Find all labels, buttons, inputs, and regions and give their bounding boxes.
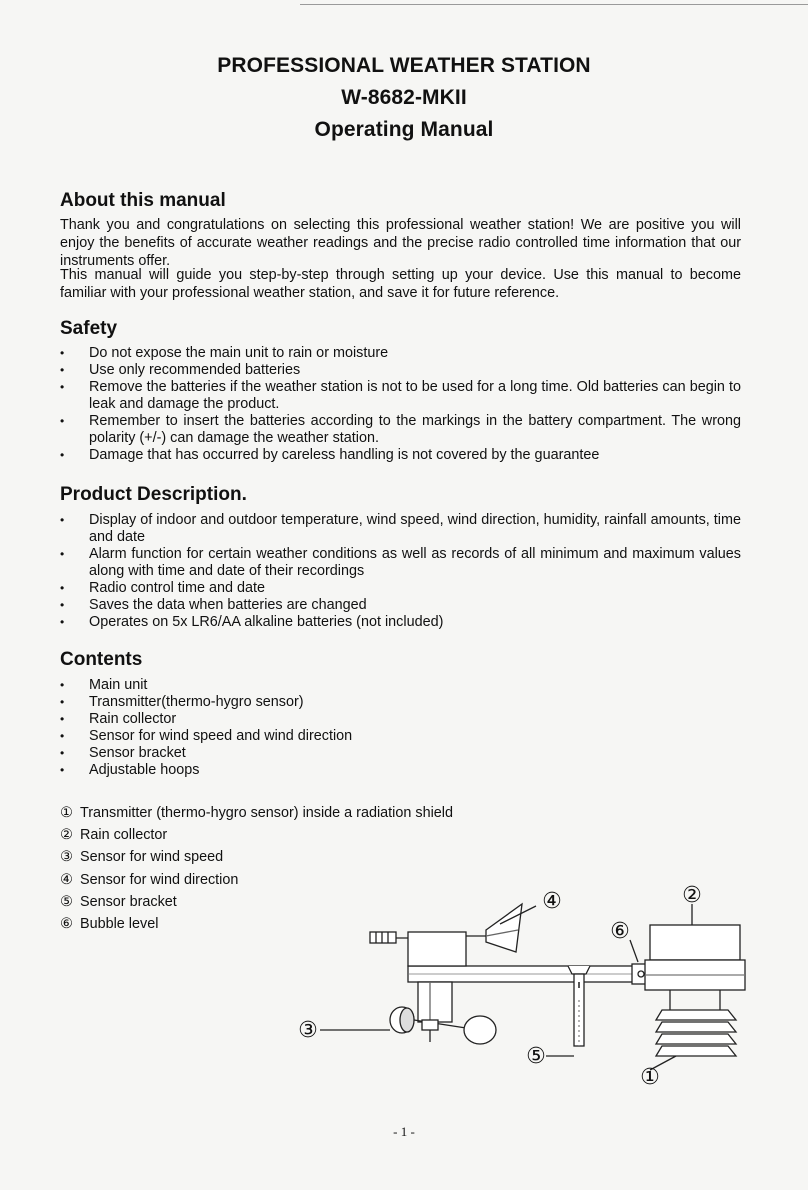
document-subtitle: Operating Manual <box>314 118 494 141</box>
list-item: • Radio control time and date <box>60 580 741 597</box>
callout-4: ④ <box>542 889 562 914</box>
product-description-heading: Product Description. <box>60 484 247 505</box>
weather-station-diagram <box>290 870 770 1100</box>
about-paragraph-1: Thank you and congratulations on selecting this professional weather station! We are positive you will enjoy the benefits of accurate weather readings and the precise radio controlled time information that our instruments offer. <box>60 217 741 269</box>
list-item: • Display of indoor and outdoor temperature, wind speed, wind direction, humidity, rainfall amounts, time and date <box>60 512 741 546</box>
list-item: • Damage that has occurred by careless handling is not covered by the guarantee <box>60 447 741 464</box>
callout-1: ① <box>640 1065 660 1090</box>
top-rule <box>300 4 808 5</box>
list-item: • Remember to insert the batteries according to the markings in the battery compartment. The wrong polarity (+/-) can damage the weather station. <box>60 413 741 447</box>
legend-label: Sensor for wind direction <box>80 871 239 888</box>
legend-label: Sensor bracket <box>80 893 177 910</box>
about-paragraph-2: This manual will guide you step-by-step through setting up your device. Use this manual to become familiar with your professional weather station, and save it for future reference. <box>60 267 741 301</box>
contents-list <box>60 677 741 779</box>
product-description-list <box>60 512 741 631</box>
legend-item <box>60 824 453 846</box>
list-item: • Rain collector <box>60 711 741 728</box>
legend-label: Transmitter (thermo-hygro sensor) inside a radiation shield <box>80 805 453 821</box>
callout-6: ⑥ <box>610 919 630 944</box>
legend-label: Sensor for wind speed <box>80 849 224 866</box>
legend-item <box>60 802 453 824</box>
crossarm <box>408 966 640 982</box>
wind-vane <box>370 904 522 966</box>
model-number: W-8682-MKII <box>341 86 467 109</box>
callout-5: ⑤ <box>526 1044 546 1069</box>
sensor-mast <box>418 982 452 1022</box>
list-item: • Main unit <box>60 677 741 694</box>
list-item: • Transmitter(thermo-hygro sensor) <box>60 694 741 711</box>
list-item: • Alarm function for certain weather conditions as well as records of all minimum and maximum values along with time and date of their recordings <box>60 546 741 580</box>
list-item: • Do not expose the main unit to rain or moisture <box>60 345 741 362</box>
about-heading: About this manual <box>60 190 226 211</box>
list-item: • Adjustable hoops <box>60 762 741 779</box>
contents-heading: Contents <box>60 649 143 670</box>
legend-number: ④ <box>60 871 73 888</box>
safety-heading: Safety <box>60 318 118 339</box>
rain-collector <box>645 925 745 990</box>
list-item: • Saves the data when batteries are changed <box>60 597 741 614</box>
list-item: • Sensor for wind speed and wind direction <box>60 728 741 745</box>
document-title: PROFESSIONAL WEATHER STATION <box>217 54 591 77</box>
callout-2: ② <box>682 883 702 908</box>
list-item: • Use only recommended batteries <box>60 362 741 379</box>
page-number: - 1 - <box>393 1124 415 1139</box>
legend-number: ⑤ <box>60 893 73 910</box>
legend-number: ⑥ <box>60 916 73 933</box>
legend-number: ① <box>60 805 73 821</box>
legend-label: Bubble level <box>80 916 159 933</box>
safety-list <box>60 345 741 464</box>
legend-number: ③ <box>60 849 73 866</box>
list-item: • Sensor bracket <box>60 745 741 762</box>
legend-label: Rain collector <box>80 827 168 844</box>
legend-item <box>60 846 453 868</box>
legend-number: ② <box>60 827 73 844</box>
radiation-shield <box>656 990 736 1056</box>
callout-3: ③ <box>298 1018 318 1043</box>
list-item: • Remove the batteries if the weather station is not to be used for a long time. Old batteries can begin to leak and damage the product. <box>60 379 741 413</box>
list-item: • Operates on 5x LR6/AA alkaline batteries (not included) <box>60 614 741 631</box>
